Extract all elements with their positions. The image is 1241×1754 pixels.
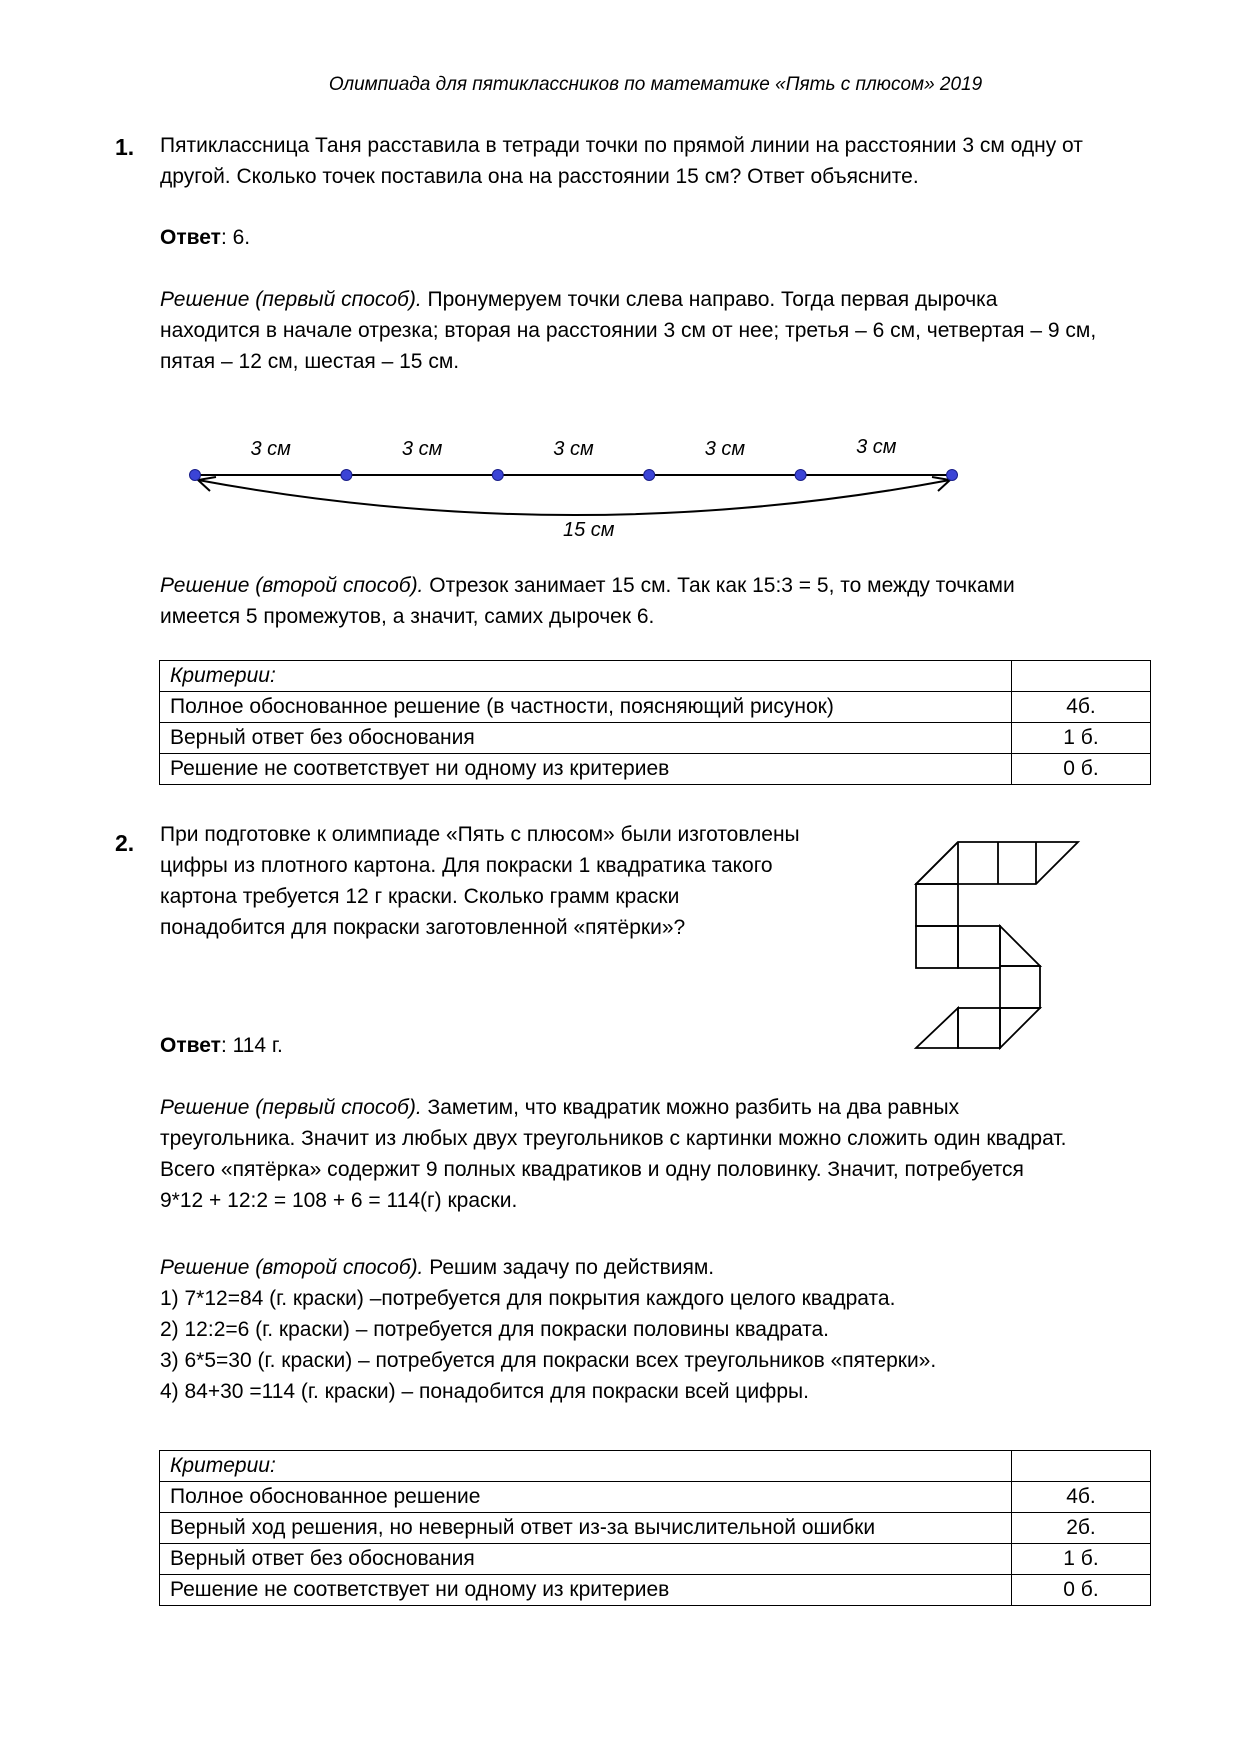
segment-point: [947, 470, 958, 481]
problem-1-solution-1: [160, 284, 1170, 377]
problem-2-solution-2: [160, 1252, 1170, 1407]
segment-point: [644, 470, 655, 481]
problem-2-answer: [160, 1030, 1170, 1061]
criteria-text: Верный ход решения, но неверный ответ из-за вычислительной ошибки: [160, 1513, 1012, 1544]
solution-text: 9*12 + 12:2 = 108 + 6 = 114(г) краски.: [160, 1189, 518, 1212]
criteria-points: 1 б.: [1012, 1544, 1151, 1575]
solution-text: Отрезок занимает 15 см. Так как 15:3 = 5, то между точками: [423, 574, 1015, 597]
problem-1-statement: [160, 130, 1170, 192]
solution-label: Решение (первый способ).: [160, 1096, 422, 1119]
arc-arrow-right: [932, 477, 950, 491]
criteria-points: 1 б.: [1012, 723, 1151, 754]
statement-line: При подготовке к олимпиаде «Пять с плюсом» были изготовлены: [160, 823, 800, 846]
segment-length-label: 3 см: [856, 436, 897, 458]
solution-step: 2) 12:2=6 (г. краски) – потребуется для покраски половины квадрата.: [160, 1318, 830, 1341]
solution-step: 1) 7*12=84 (г. краски) –потребуется для покрытия каждого целого квадрата.: [160, 1287, 896, 1310]
solution-step: 4) 84+30 =114 (г. краски) – понадобится для покраски всей цифры.: [160, 1380, 809, 1403]
segment-point: [341, 470, 352, 481]
criteria-title: Критерии:: [160, 661, 1012, 692]
total-arc: [198, 480, 950, 515]
answer-value: : 6.: [220, 226, 251, 249]
criteria-points: 0 б.: [1012, 754, 1151, 785]
problem-1-solution-2: [160, 570, 1170, 632]
segment-length-label: 3 см: [401, 438, 443, 460]
statement-line: понадобится для покраски заготовленной «пятёрки»?: [160, 916, 686, 939]
segment-length-label: 3 см: [704, 438, 746, 460]
segment-point: [795, 470, 806, 481]
criteria-points: 2б.: [1012, 1513, 1151, 1544]
criteria-points: 4б.: [1012, 692, 1151, 723]
criteria-text: Полное обоснованное решение: [160, 1482, 1012, 1513]
answer-value: : 114 г.: [220, 1034, 283, 1057]
criteria-points-header: [1012, 661, 1151, 692]
total-length-label: 15 см: [563, 519, 615, 541]
answer-label: Ответ: [160, 1034, 221, 1057]
statement-line: Пятиклассница Таня расставила в тетради точки по прямой линии на расстоянии 3 см одну от: [160, 134, 1083, 157]
problem-1-answer: [160, 222, 1170, 253]
criteria-text: Верный ответ без обоснования: [160, 1544, 1012, 1575]
statement-line: другой. Сколько точек поставила она на расстоянии 15 см? Ответ объясните.: [160, 165, 919, 188]
criteria-table-1: [159, 660, 1151, 785]
criteria-text: Решение не соответствует ни одному из критериев: [160, 754, 1012, 785]
segment-point: [492, 470, 503, 481]
segment-figure: [180, 425, 980, 555]
solution-label: Решение (первый способ).: [160, 288, 422, 311]
criteria-text: Верный ответ без обоснования: [160, 723, 1012, 754]
solution-text: имеется 5 промежутов, а значит, самих дырочек 6.: [160, 605, 655, 628]
five-top-row: [916, 842, 1078, 884]
criteria-table-2: [159, 1450, 1151, 1606]
statement-line: картона требуется 12 г краски. Сколько грамм краски: [160, 885, 680, 908]
problem-2-number: 2.: [115, 830, 135, 856]
table-row: [160, 723, 1151, 754]
problem-2-statement: [160, 819, 880, 943]
solution-text: Решим задачу по действиям.: [423, 1256, 715, 1279]
solution-text: Заметим, что квадратик можно разбить на два равных: [421, 1096, 960, 1119]
criteria-points: 4б.: [1012, 1482, 1151, 1513]
solution-text: треугольника. Значит из любых двух треугольников с картинки можно сложить один квадрат.: [160, 1127, 1067, 1150]
criteria-points-header: [1012, 1451, 1151, 1482]
solution-text: пятая – 12 см, шестая – 15 см.: [160, 350, 460, 373]
page-header: Олимпиада для пятиклассников по математике «Пять с плюсом» 2019: [328, 74, 983, 95]
table-row: [160, 692, 1151, 723]
solution-text: находится в начале отрезка; вторая на расстоянии 3 см от нее; третья – 6 см, четвертая – 9 см,: [160, 319, 1097, 342]
table-row: [160, 754, 1151, 785]
solution-label: Решение (второй способ).: [160, 1256, 424, 1279]
segment-length-label: 3 см: [250, 438, 291, 460]
criteria-points: 0 б.: [1012, 1575, 1151, 1606]
table-row: [160, 1544, 1151, 1575]
solution-text: Пронумеруем точки слева направо. Тогда первая дырочка: [421, 288, 998, 311]
table-row: [160, 1575, 1151, 1606]
solution-label: Решение (второй способ).: [160, 574, 424, 597]
problem-2-solution-1: [160, 1092, 1170, 1216]
table-row: [160, 1482, 1151, 1513]
five-figure: [900, 835, 1100, 1055]
problem-1-number: 1.: [115, 134, 135, 160]
segment-point: [190, 470, 201, 481]
table-row: [160, 1513, 1151, 1544]
solution-text: Всего «пятёрка» содержит 9 полных квадратиков и одну половинку. Значит, потребуется: [160, 1158, 1024, 1181]
statement-line: цифры из плотного картона. Для покраски 1 квадратика такого: [160, 854, 773, 877]
five-triangle: [1000, 926, 1040, 966]
arc-arrow-left: [198, 477, 216, 491]
criteria-title: Критерии:: [160, 1451, 1012, 1482]
segment-length-label: 3 см: [553, 438, 594, 460]
criteria-text: Решение не соответствует ни одному из критериев: [160, 1575, 1012, 1606]
answer-label: Ответ: [160, 226, 221, 249]
criteria-text: Полное обоснованное решение (в частности, поясняющий рисунок): [160, 692, 1012, 723]
solution-step: 3) 6*5=30 (г. краски) – потребуется для покраски всех треугольников «пятерки».: [160, 1349, 937, 1372]
